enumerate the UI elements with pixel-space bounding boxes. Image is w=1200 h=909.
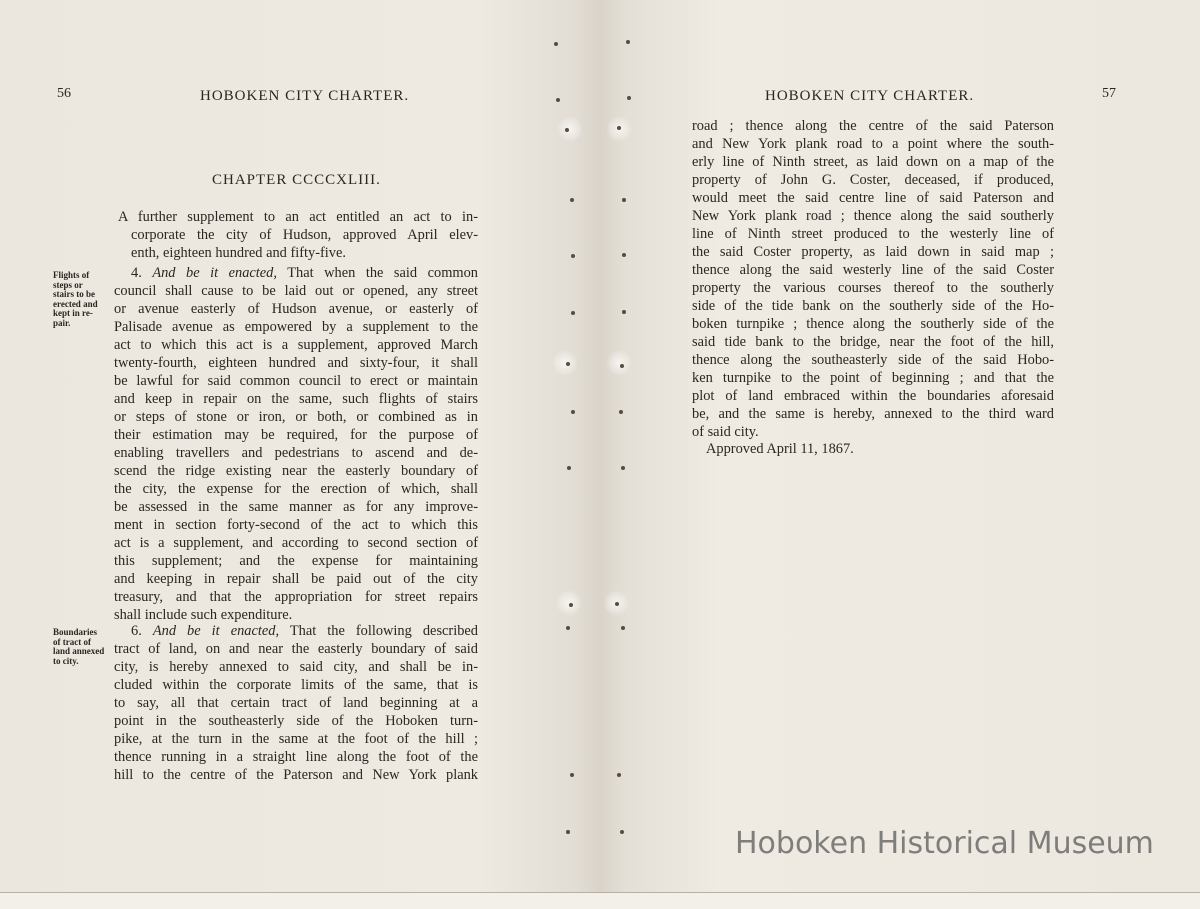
running-head-right: HOBOKEN CITY CHARTER. <box>765 88 975 104</box>
section-4-line: and keep in repair on the same, such flights of stairs <box>114 391 478 407</box>
section-6-line: city, is hereby annexed to said city, and shall be in- <box>114 659 478 675</box>
section-4-line: council shall cause to be laid out or opened, any street <box>114 283 478 299</box>
margin-note-line: erected and <box>53 298 98 309</box>
binding-pinhole <box>627 96 631 100</box>
binding-pinhole <box>571 311 575 315</box>
right-text-line: of said city. <box>692 424 759 440</box>
binding-pinhole <box>619 410 623 414</box>
binding-pinhole <box>566 362 570 366</box>
binding-pinhole <box>571 410 575 414</box>
section-4-line: or avenue easterly of Hudson avenue, or easterly of <box>114 301 478 317</box>
section-6-line: 6. And be it enacted, That the following described <box>131 623 479 639</box>
margin-note-line: pair. <box>53 317 71 328</box>
margin-note-line: Boundaries <box>53 627 98 637</box>
section-4-line: the city, the expense for the erection of which, shall <box>114 481 478 497</box>
right-text-line: the said Coster property, as laid down in said map ; <box>692 244 1054 260</box>
binding-pinhole <box>615 602 619 606</box>
binding-pinhole <box>620 830 624 834</box>
section-6-line: pike, at the turn in the same at the foot of the hill ; <box>114 731 478 747</box>
section-6-line: cluded within the corporate limits of the same, that is <box>114 677 478 693</box>
binding-pinhole <box>620 364 624 368</box>
margin-note-boundaries <box>53 628 113 666</box>
section-4-line: twenty-fourth, eighteen hundred and sixty-four, it shall <box>114 355 478 371</box>
right-text-line: boken turnpike ; thence along the southerly side of the <box>692 316 1054 332</box>
margin-note-line: stairs to be <box>53 289 95 299</box>
binding-pinhole <box>622 253 626 257</box>
section-4-line: and keeping in repair shall be paid out of the city <box>114 571 478 587</box>
right-text-line: thence along the southeasterly side of the said Hobo- <box>692 352 1054 368</box>
binding-pinhole <box>622 310 626 314</box>
section-6-line: thence running in a straight line along the foot of the <box>114 749 478 765</box>
binding-tear <box>557 116 583 142</box>
page-number-left: 56 <box>57 86 71 101</box>
section-4-line: be lawful for said common council to erect or maintain <box>114 373 478 389</box>
museum-watermark: Hoboken Historical Museum <box>735 826 1154 861</box>
continued-section-6 <box>692 117 1054 441</box>
binding-pinhole <box>566 626 570 630</box>
binding-pinhole <box>617 126 621 130</box>
intro-paragraph <box>118 208 478 262</box>
binding-tear <box>606 350 632 376</box>
margin-note-line: of tract of <box>53 636 91 647</box>
right-page <box>600 0 1200 908</box>
margin-note-line: kept in re- <box>53 308 93 318</box>
binding-pinhole <box>570 198 574 202</box>
right-text-line: and New York plank road to a point where the south- <box>692 136 1054 152</box>
binding-pinhole <box>621 626 625 630</box>
margin-note-line: Flights of <box>53 270 90 280</box>
binding-tear <box>552 350 578 376</box>
right-text-line: would meet the said centre line of said Paterson and <box>692 190 1054 206</box>
binding-pinhole <box>622 198 626 202</box>
right-text-line: said tide bank to the bridge, near the foot of the hill, <box>692 334 1054 350</box>
section-4-line: their estimation may be required, for the purpose of <box>114 427 478 443</box>
section-4-line: shall include such expenditure. <box>114 607 293 623</box>
binding-pinhole <box>571 254 575 258</box>
section-4 <box>114 264 478 624</box>
binding-pinhole <box>570 773 574 777</box>
margin-note-line: land annexed <box>53 646 105 656</box>
intro-line: corporate the city of Hudson, approved April elev- <box>131 227 478 243</box>
intro-line: enth, eighteen hundred and fifty-five. <box>131 245 346 261</box>
binding-pinhole <box>621 466 625 470</box>
right-text-line: thence along the said westerly line of the said Coster <box>692 262 1054 278</box>
left-page <box>0 0 590 908</box>
approval-date: Approved April 11, 1867. <box>706 441 854 457</box>
enacting-clause: And be it enacted, <box>152 265 277 281</box>
section-6-line: point in the southeasterly side of the Hoboken turn- <box>114 713 478 729</box>
section-4-line: treasury, and that the appropriation for street repairs <box>114 589 478 605</box>
section-4-line: 4. And be it enacted, That when the said common <box>131 265 478 281</box>
section-4-line: Palisade avenue as empowered by a supplement to the <box>114 319 478 335</box>
right-text-line: property of John G. Coster, deceased, if produced, <box>692 172 1054 188</box>
binding-pinhole <box>569 603 573 607</box>
margin-note-flights <box>53 271 113 328</box>
binding-pinhole <box>566 830 570 834</box>
section-6-line: tract of land, on and near the easterly boundary of said <box>114 641 478 657</box>
page-bottom-edge <box>0 892 1200 909</box>
section-4-line: this supplement; and the expense for maintaining <box>114 553 478 569</box>
section-6-line: hill to the centre of the Paterson and New York plank <box>114 767 478 783</box>
margin-note-line: steps or <box>53 279 83 290</box>
right-text-line: erly line of Ninth street, as laid down on a map of the <box>692 154 1054 170</box>
margin-note-line: to city. <box>53 655 79 666</box>
right-text-line: property the various courses thereof to the southerly <box>692 280 1054 296</box>
binding-pinhole <box>565 128 569 132</box>
right-text-line: plot of land embraced within the boundaries aforesaid <box>692 388 1054 404</box>
section-4-line: be assessed in the same manner as for any improve- <box>114 499 478 515</box>
right-text-line: road ; thence along the centre of the said Paterson <box>692 118 1054 134</box>
right-text-line: New York plank road ; thence along the said southerly <box>692 208 1054 224</box>
running-head-left: HOBOKEN CITY CHARTER. <box>200 88 410 104</box>
right-text-line: side of the tide bank on the southerly side of the Ho- <box>692 298 1054 314</box>
section-4-line: ment in section forty-second of the act to which this <box>114 517 478 533</box>
page-number-right: 57 <box>1102 86 1116 101</box>
right-text-line: ken turnpike to the point of beginning ; and that the <box>692 370 1054 386</box>
section-4-line: act is a supplement, and according to second section of <box>114 535 478 551</box>
binding-pinhole <box>626 40 630 44</box>
binding-pinhole <box>554 42 558 46</box>
section-4-line: scend the ridge existing near the easterly boundary of <box>114 463 478 479</box>
right-text-line: line of Ninth street produced to the westerly line of <box>692 226 1054 242</box>
binding-pinhole <box>617 773 621 777</box>
chapter-title: CHAPTER CCCCXLIII. <box>212 172 381 188</box>
section-6 <box>114 622 478 784</box>
section-4-line: or steps of stone or iron, or both, or combined as in <box>114 409 478 425</box>
intro-line: A further supplement to an act entitled an act to in- <box>118 209 478 225</box>
section-4-line: enabling travellers and pedestrians to ascend and de- <box>114 445 478 461</box>
enacting-clause: And be it enacted, <box>152 623 280 639</box>
binding-pinhole <box>556 98 560 102</box>
right-text-line: be, and the same is hereby, annexed to the third ward <box>692 406 1054 422</box>
section-4-line: act to which this act is a supplement, approved March <box>114 337 478 353</box>
binding-pinhole <box>567 466 571 470</box>
section-6-line: to say, all that certain tract of land beginning at a <box>114 695 478 711</box>
